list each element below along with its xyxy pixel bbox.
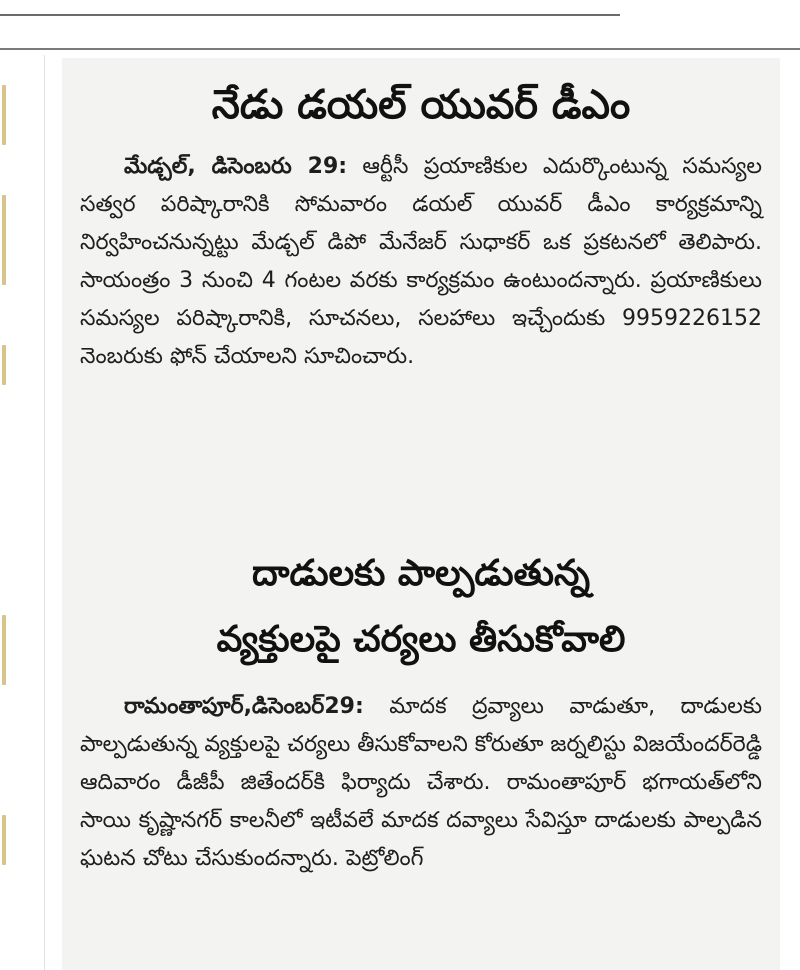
headline-dial-your-dm: నేడు డయల్ యువర్ డీఎం — [211, 82, 631, 128]
article-body — [80, 148, 762, 376]
top-divider-rule — [0, 14, 620, 16]
section-divider-rule — [0, 48, 800, 50]
dateline: రామంతాపూర్,డిసెంబర్29: — [124, 694, 364, 719]
headline-line-1: దాడులకు పాల్పడుతున్న — [252, 553, 590, 594]
article-action-against-attackers — [80, 546, 762, 878]
article-text: ఆర్టీసీ ప్రయాణికుల ఎదుర్కొంటున్న సమస్యల సత్వర పరిష్కారానికి సోమవారం డయల్ యువర్ డీఎం కార్యక్రమాన్ని నిర్వహించనున్నట్టు మేడ్చల్ డిపో మేనేజర్ సుధాకర్ ఒక ప్రకటనలో తెలిపారు. సాయంత్రం 3 నుంచి 4 గంటల వరకు కార్యక్రమం ఉంటుందన్నారు. ప్రయాణికులు సమస్యల పరిష్కారానికి, సూచనలు, సలహాలు ఇచ్చేందుకు 9959226152 నెంబరుకు ఫోన్ చేయాలని సూచించారు. — [80, 154, 763, 369]
dateline: మేడ్చల్, డిసెంబరు 29: — [124, 154, 348, 179]
adjacent-column-edge — [0, 55, 40, 970]
article-text: మాదక ద్రవ్యాలు వాడుతూ, దాడులకు పాల్పడుతున్న వ్యక్తులపై చర్యలు తీసుకోవాలని కోరుతూ జర్నలిస్టు విజయేందర్‌రెడ్డి ఆదివారం డీజీపీ జితేందర్‌కి ఫిర్యాదు చేశారు. రామంతాపూర్ భగాయత్‌లోని సాయి కృష్ణానగర్ కాలనీలో ఇటీవలే మాదక దవ్యాలు సేవిస్తూ దాడులకు పాల్పడిన ఘటన చోటు చేసుకుందన్నారు. పెట్రోలింగ్ — [80, 694, 762, 871]
article-body — [80, 688, 762, 878]
headline-line-2: వ్యక్తులపై చర్యలు తీసుకోవాలి — [216, 619, 626, 660]
article-dial-your-dm — [80, 76, 762, 376]
column-divider — [44, 55, 45, 970]
clipped-previous-text — [200, 0, 440, 8]
